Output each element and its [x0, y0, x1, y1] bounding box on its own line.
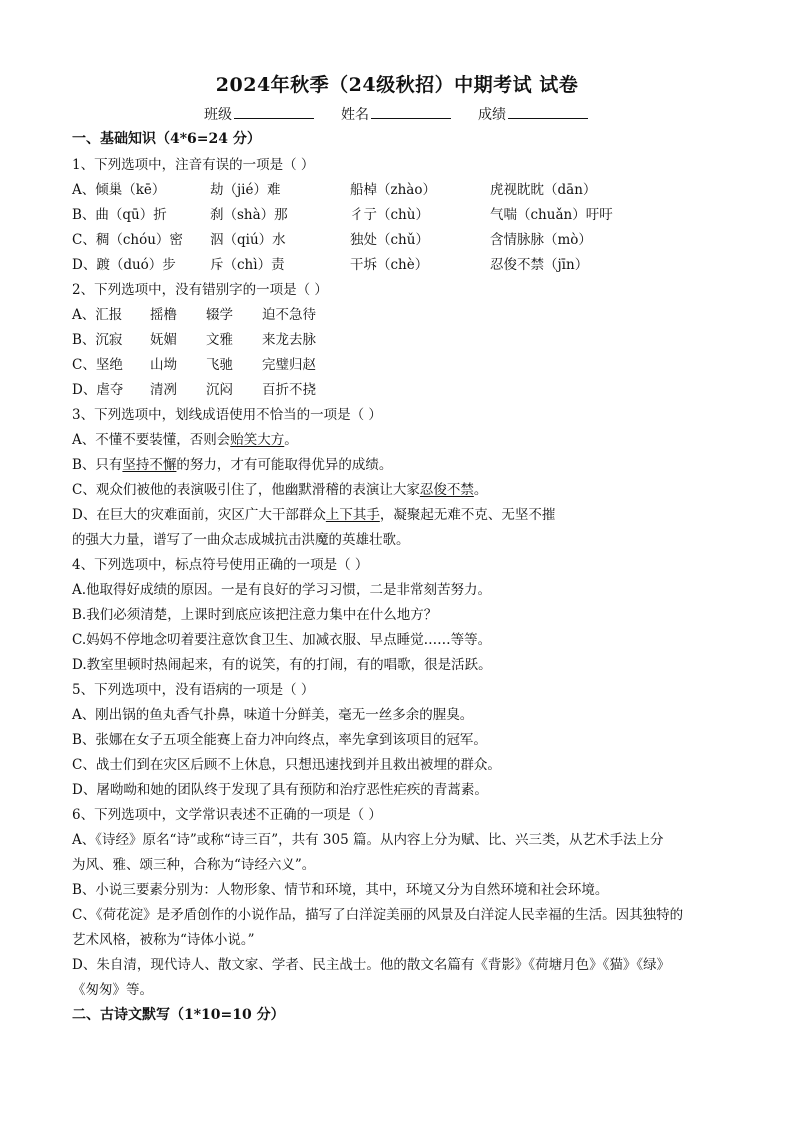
- exam-title: 2024年秋季（24级秋招）中期考试 试卷: [215, 74, 579, 96]
- q4-option-a: A.他取得好成绩的原因。一是有良好的学习习惯，二是非常刻苦努力。: [72, 582, 492, 598]
- q2-b-1: B、沉寂: [72, 332, 123, 348]
- q5-option-a: A、刚出锅的鱼丸香气扑鼻，味道十分鲜美，毫无一丝多余的腥臭。: [72, 707, 474, 723]
- q3-option-a: [72, 431, 298, 449]
- q1-c-4: 含情脉脉（mò）: [490, 232, 592, 248]
- q2-c-4: 完璧归赵: [262, 357, 316, 373]
- q6-option-a-line1: A、《诗经》原名“诗”或称“诗三百”，共有 305 篇。从内容上分为赋、比、兴三类，从艺术手法上分: [72, 832, 664, 848]
- q6-option-c-line2: 艺术风格，被称为“诗体小说。”: [72, 932, 255, 948]
- q3-option-b: [72, 456, 392, 474]
- q5-stem: 5、下列选项中，没有语病的一项是（ ）: [72, 682, 315, 698]
- q1-b-4: 气喘（chuǎn）吁吁: [490, 207, 613, 223]
- q3-b-underlined: 坚持不懈: [122, 457, 177, 473]
- q1-a-4: 虎视眈眈（dān）: [490, 182, 597, 198]
- q1-a-1: A、倾巢（kē）: [72, 182, 166, 198]
- q5-option-b: B、张娜在女子五项全能赛上奋力冲向终点，率先拿到该项目的冠军。: [72, 732, 487, 748]
- score-field: [478, 104, 588, 124]
- name-field: [341, 104, 451, 124]
- q3-a-underlined: 贻笑大方: [230, 432, 285, 448]
- q3-d-underlined: 上下其手: [325, 507, 380, 523]
- q6-option-a-line2: 为风、雅、颂三种，合称为“诗经六义”。: [72, 857, 316, 873]
- q2-c-3: 飞驰: [206, 357, 233, 373]
- q1-b-1: B、曲（qū）折: [72, 207, 167, 223]
- score-blank[interactable]: [508, 104, 588, 119]
- q3-d-post: ，凝聚起无难不克、无坚不摧: [379, 507, 556, 523]
- score-label: 成绩: [478, 107, 506, 123]
- q4-stem: 4、下列选项中，标点符号使用正确的一项是（ ）: [72, 557, 369, 573]
- q2-b-4: 来龙去脉: [262, 332, 316, 348]
- q6-option-b: B、小说三要素分别为：人物形象、情节和环境，其中，环境又分为自然环境和社会环境。: [72, 882, 609, 898]
- q2-d-3: 沉闷: [206, 382, 233, 398]
- q1-c-3: 独处（chǔ）: [350, 232, 429, 248]
- q2-d-2: 清冽: [150, 382, 177, 398]
- q3-a-post: 。: [284, 432, 298, 448]
- q3-c-post: 。: [473, 482, 488, 498]
- q1-c-1: C、稠（chóu）密: [72, 232, 183, 248]
- q1-b-3: 彳亍（chù）: [350, 207, 429, 223]
- q2-c-1: C、坚绝: [72, 357, 123, 373]
- q1-a-2: 劫（jié）难: [210, 182, 281, 198]
- q2-b-3: 文雅: [206, 332, 233, 348]
- q2-a-3: 辍学: [206, 307, 233, 323]
- q3-a-pre: A、不懂不要装懂，否则会: [72, 432, 231, 448]
- section1-heading: 一、基础知识（4*6=24 分）: [72, 131, 261, 147]
- q1-d-1: D、踱（duó）步: [72, 257, 176, 273]
- q3-b-pre: B、只有: [72, 457, 123, 473]
- q2-b-2: 妩媚: [150, 332, 177, 348]
- name-label: 姓名: [341, 107, 369, 123]
- q1-c-2: 泅（qiú）水: [210, 232, 286, 248]
- q5-option-d: D、屠呦呦和她的团队终于发现了具有预防和治疗恶性疟疾的青蒿素。: [72, 782, 488, 798]
- q3-c-pre: C、观众们被他的表演吸引住了，他幽默滑稽的表演让大家: [72, 482, 420, 498]
- q1-d-3: 干坼（chè）: [350, 257, 429, 273]
- q6-option-d-line1: D、朱自清，现代诗人、散文家、学者、民主战士。他的散文名篇有《背影》《荷塘月色》《猫》《绿》: [72, 957, 671, 973]
- class-label: 班级: [204, 107, 232, 123]
- q6-stem: 6、下列选项中，文学常识表述不正确的一项是（ ）: [72, 807, 382, 823]
- q1-d-4: 忍俊不禁（jīn）: [490, 257, 589, 273]
- q2-a-2: 摇橹: [150, 307, 177, 323]
- name-blank[interactable]: [371, 104, 451, 119]
- q5-option-c: C、战士们到在灾区后顾不上休息，只想迅速找到并且救出被埋的群众。: [72, 757, 501, 773]
- q2-d-4: 百折不挠: [262, 382, 316, 398]
- q6-option-d-line2: 《匆匆》等。: [72, 982, 153, 998]
- q1-stem: 1、下列选项中，注音有误的一项是（ ）: [72, 157, 315, 173]
- q3-option-d: [72, 506, 555, 524]
- q2-d-1: D、虐夺: [72, 382, 124, 398]
- class-blank[interactable]: [234, 104, 314, 119]
- q6-option-c-line1: C、《荷花淀》是矛盾创作的小说作品，描写了白洋淀美丽的风景及白洋淀人民幸福的生活。因其独特的: [72, 907, 684, 923]
- q2-c-2: 山坳: [150, 357, 177, 373]
- q2-a-1: A、汇报: [72, 307, 123, 323]
- q2-stem: 2、下列选项中，没有错别字的一项是（ ）: [72, 282, 328, 298]
- q1-b-2: 刹（shà）那: [210, 207, 288, 223]
- q4-option-d: D.教室里顿时热闹起来，有的说笑，有的打闹，有的唱歌，很是活跃。: [72, 657, 492, 673]
- q3-option-d-cont: 的强大力量，谱写了一曲众志成城抗击洪魔的英雄壮歌。: [72, 532, 410, 548]
- q1-d-2: 斥（chì）责: [210, 257, 285, 273]
- q3-stem: 3、下列选项中，划线成语使用不恰当的一项是（ ）: [72, 407, 382, 423]
- q3-d-pre: D、在巨大的灾难面前，灾区广大干部群众: [72, 507, 326, 523]
- q3-option-c: [72, 481, 487, 499]
- q4-option-b: B.我们必须清楚，上课时到底应该把注意力集中在什么地方？: [72, 607, 438, 623]
- q1-a-3: 船棹（zhào）: [350, 182, 436, 198]
- q3-c-underlined: 忍俊不禁: [419, 482, 474, 498]
- q4-option-c: C.妈妈不停地念叨着要注意饮食卫生、加减衣服、早点睡觉……等等。: [72, 632, 492, 648]
- q3-b-post: 的努力，才有可能取得优异的成绩。: [176, 457, 393, 473]
- section2-heading: 二、古诗文默写（1*10=10 分）: [72, 1007, 285, 1023]
- class-field: [204, 104, 314, 124]
- q2-a-4: 迫不急待: [262, 307, 316, 323]
